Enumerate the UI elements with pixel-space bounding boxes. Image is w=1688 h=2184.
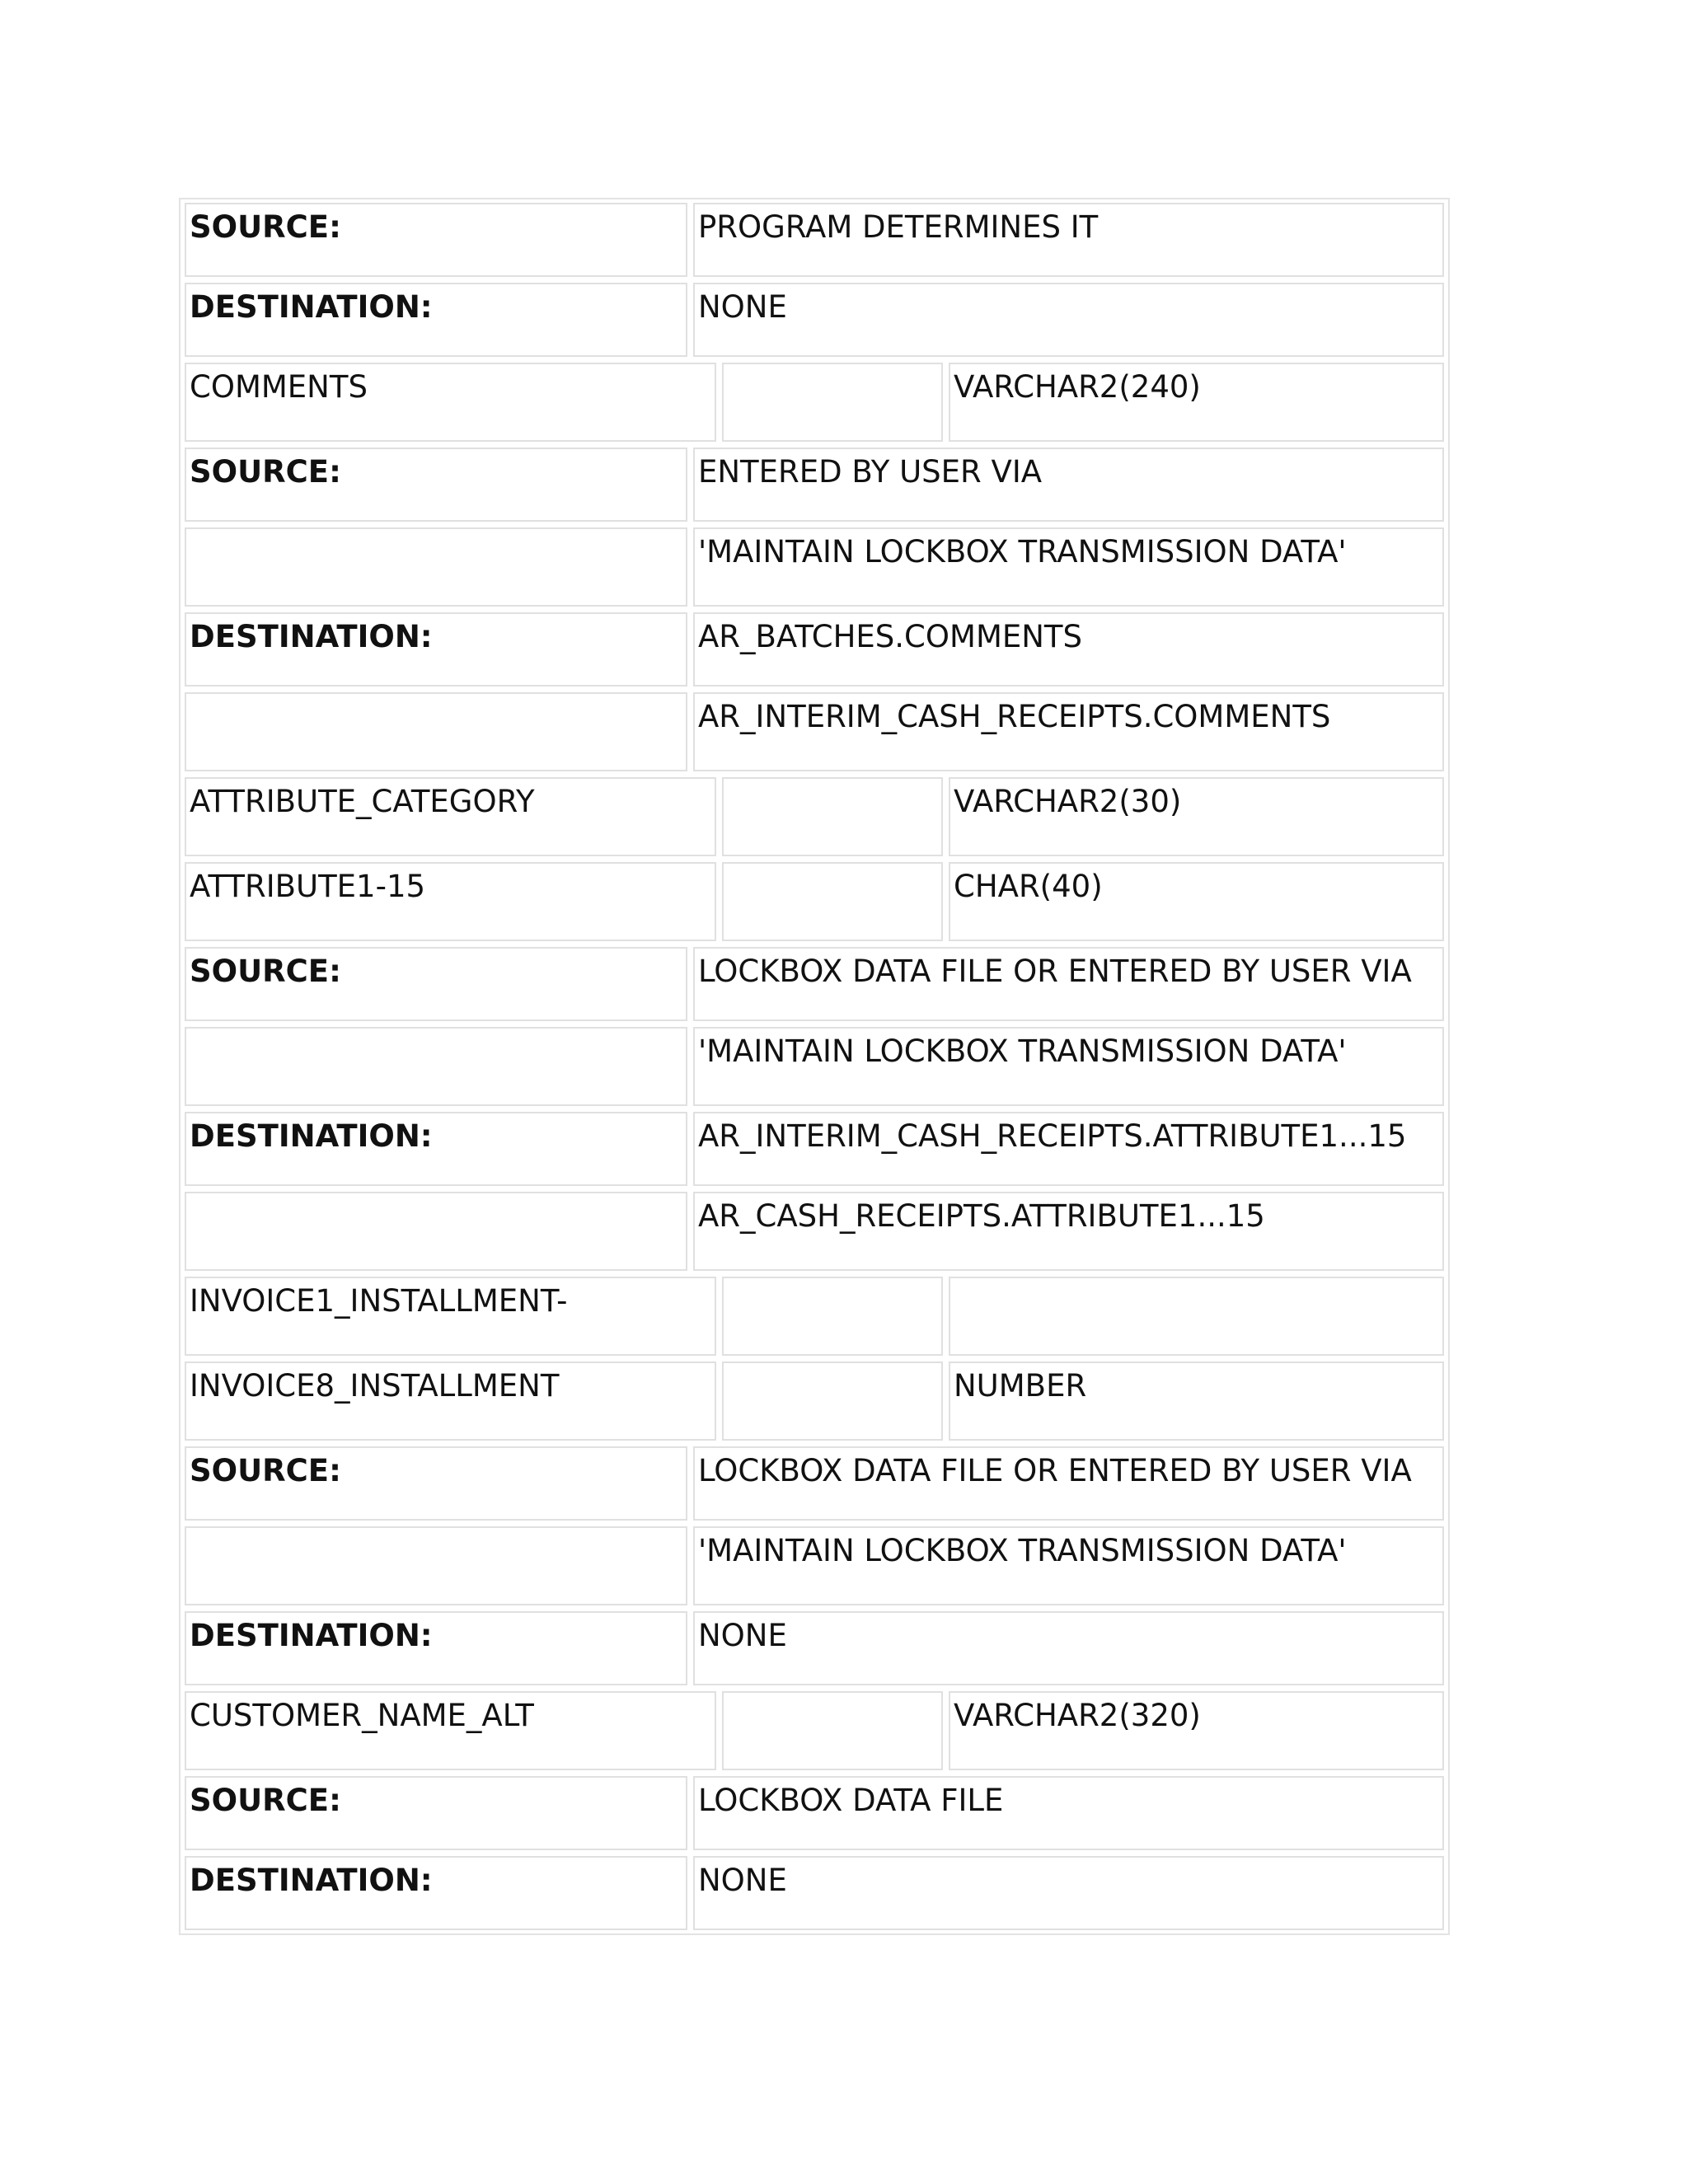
field-blank — [722, 363, 943, 442]
field-type — [949, 1277, 1444, 1356]
row-value: 'MAINTAIN LOCKBOX TRANSMISSION DATA' — [693, 527, 1444, 607]
row-label: DESTINATION: — [185, 1611, 687, 1685]
table-row — [185, 862, 1444, 941]
field-blank — [722, 1691, 943, 1770]
row-label — [185, 1526, 687, 1605]
row-label: SOURCE: — [185, 1446, 687, 1521]
row-value: 'MAINTAIN LOCKBOX TRANSMISSION DATA' — [693, 1526, 1444, 1605]
table-row — [185, 1192, 1444, 1271]
table-row — [185, 1361, 1444, 1441]
field-type: VARCHAR2(30) — [949, 777, 1444, 856]
field-name: CUSTOMER_NAME_ALT — [185, 1691, 716, 1770]
table-row — [185, 1856, 1444, 1930]
table-row — [185, 1526, 1444, 1605]
table-row — [185, 777, 1444, 856]
table-row — [185, 527, 1444, 607]
row-value: ENTERED BY USER VIA — [693, 448, 1444, 522]
row-label — [185, 1027, 687, 1106]
row-label: SOURCE: — [185, 448, 687, 522]
row-value: LOCKBOX DATA FILE — [693, 1776, 1444, 1850]
row-label: DESTINATION: — [185, 1112, 687, 1186]
row-value: NONE — [693, 1856, 1444, 1930]
field-definition-table — [179, 198, 1450, 1935]
field-name: INVOICE1_INSTALLMENT- — [185, 1277, 716, 1356]
row-value: AR_CASH_RECEIPTS.ATTRIBUTE1...15 — [693, 1192, 1444, 1271]
row-label — [185, 527, 687, 607]
field-name: ATTRIBUTE1-15 — [185, 862, 716, 941]
table-row — [185, 363, 1444, 442]
row-value: NONE — [693, 283, 1444, 357]
row-value: LOCKBOX DATA FILE OR ENTERED BY USER VIA — [693, 947, 1444, 1021]
table-row — [185, 203, 1444, 277]
row-value: PROGRAM DETERMINES IT — [693, 203, 1444, 277]
table-row — [185, 1776, 1444, 1850]
table-row — [185, 1691, 1444, 1770]
field-name: COMMENTS — [185, 363, 716, 442]
table-row — [185, 1112, 1444, 1186]
row-value: 'MAINTAIN LOCKBOX TRANSMISSION DATA' — [693, 1027, 1444, 1106]
table-row — [185, 448, 1444, 522]
row-value: LOCKBOX DATA FILE OR ENTERED BY USER VIA — [693, 1446, 1444, 1521]
field-blank — [722, 1361, 943, 1441]
row-label — [185, 1192, 687, 1271]
row-label: DESTINATION: — [185, 612, 687, 687]
row-value: AR_INTERIM_CASH_RECEIPTS.ATTRIBUTE1...15 — [693, 1112, 1444, 1186]
field-type: VARCHAR2(320) — [949, 1691, 1444, 1770]
field-name: INVOICE8_INSTALLMENT — [185, 1361, 716, 1441]
table-row — [185, 1611, 1444, 1685]
table-row — [185, 1027, 1444, 1106]
row-label: SOURCE: — [185, 203, 687, 277]
row-label: SOURCE: — [185, 947, 687, 1021]
table-row — [185, 1277, 1444, 1356]
table-row — [185, 692, 1444, 771]
field-blank — [722, 1277, 943, 1356]
field-blank — [722, 777, 943, 856]
row-label: SOURCE: — [185, 1776, 687, 1850]
row-label: DESTINATION: — [185, 1856, 687, 1930]
field-type: CHAR(40) — [949, 862, 1444, 941]
field-type: NUMBER — [949, 1361, 1444, 1441]
table-row — [185, 612, 1444, 687]
table-row — [185, 283, 1444, 357]
row-label — [185, 692, 687, 771]
table-row — [185, 1446, 1444, 1521]
field-type: VARCHAR2(240) — [949, 363, 1444, 442]
field-name: ATTRIBUTE_CATEGORY — [185, 777, 716, 856]
table-row — [185, 947, 1444, 1021]
row-value: NONE — [693, 1611, 1444, 1685]
row-label: DESTINATION: — [185, 283, 687, 357]
row-value: AR_BATCHES.COMMENTS — [693, 612, 1444, 687]
field-blank — [722, 862, 943, 941]
row-value: AR_INTERIM_CASH_RECEIPTS.COMMENTS — [693, 692, 1444, 771]
